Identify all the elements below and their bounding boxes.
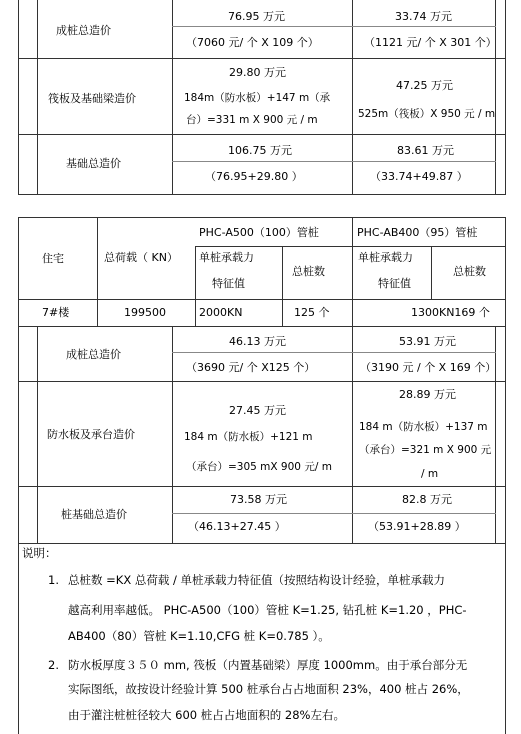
table-divider: [195, 246, 506, 247]
header-pile2: PHC-AB400（95）管桩: [357, 226, 478, 239]
header-count2: 总桩数: [453, 265, 486, 278]
header-capacity2: 单桩承载力: [358, 251, 413, 264]
header-capacity1-sub: 特征值: [212, 277, 245, 290]
note-text: 实际图纸，故按设计经验计算 500 桩承台占占地面积 23%，400 桩占 26%，: [68, 682, 469, 696]
cell-value: 76.95 万元: [228, 10, 285, 23]
cell-value: 82.8 万元: [402, 493, 452, 506]
table-divider: [172, 326, 173, 544]
table-divider: [37, 0, 38, 195]
header-pile1: PHC-A500（100）管桩: [199, 226, 319, 239]
cell-value: 83.61 万元: [397, 144, 454, 157]
cell-guide: [172, 513, 496, 514]
table-divider: [18, 381, 506, 382]
cell-value: 33.74 万元: [395, 10, 452, 23]
table-divider: [352, 326, 353, 544]
row-label-total-cost: 桩基础总造价: [61, 508, 127, 521]
notes-border: [18, 543, 19, 734]
table-divider: [495, 0, 496, 195]
row-label-pile-cost: 成桩总造价: [56, 24, 111, 37]
table-divider: [18, 58, 506, 59]
header-capacity2-sub: 特征值: [378, 277, 411, 290]
note-text: 防水板厚度３５０ mm, 筏板（内置基础梁）厚度 1000mm。由于承台部分无: [68, 658, 468, 672]
cell-capacity1: 2000KN: [199, 306, 243, 319]
header-count1: 总桩数: [292, 265, 325, 278]
table-divider: [352, 217, 353, 326]
cell-value: 28.89 万元: [399, 388, 456, 401]
table-divider: [352, 0, 353, 195]
table-divider: [37, 326, 38, 544]
cell-detail: 184 m（防水板）+137 m: [359, 421, 488, 433]
table-divider: [172, 0, 173, 195]
notes-title: 说明：: [22, 546, 57, 560]
cell-guide: [172, 26, 496, 27]
cell-detail: （承台）=321 m X 900 元: [359, 444, 492, 456]
cell-detail: （46.13+27.45 ）: [188, 520, 286, 533]
row-label-raft-cost: 筏板及基础梁造价: [48, 92, 136, 105]
cell-capacity2-count2: 1300KN169 个: [411, 306, 490, 319]
header-capacity1: 单桩承载力: [199, 251, 254, 264]
cell-value: 46.13 万元: [229, 335, 286, 348]
table-divider: [18, 299, 506, 300]
table-divider: [97, 217, 98, 326]
row-label-slab-cap-cost: 防水板及承台造价: [47, 428, 135, 441]
note-text: 由于灌注桩桩径较大 600 桩占占地面积的 28%左右。: [68, 708, 345, 722]
row-label-foundation-cost: 基础总造价: [66, 157, 121, 170]
table-divider: [18, 486, 506, 487]
cell-detail: 184m（防水板）+147 m（承: [184, 92, 331, 104]
note-text: 越高利用率越低。 PHC-A500（100）管桩 K=1.25, 钻孔桩 K=1.20 ，PHC-: [68, 603, 467, 617]
cell-value: 29.80 万元: [229, 66, 286, 79]
note-number: 2.: [48, 658, 59, 672]
row-label-pile-cost: 成桩总造价: [66, 348, 121, 361]
note-number: 1.: [48, 573, 59, 587]
table-border: [505, 0, 506, 195]
cell-value: 53.91 万元: [399, 335, 456, 348]
cell-detail: 184 m（防水板）+121 m: [184, 431, 313, 443]
cell-detail: / m: [421, 468, 439, 480]
header-building-type: 住宅: [42, 252, 64, 265]
table-border: [18, 217, 506, 218]
table-divider: [495, 326, 496, 544]
cell-guide: [172, 352, 496, 353]
cell-guide: [172, 161, 496, 162]
cell-load: 199500: [124, 306, 166, 319]
cell-detail: （53.91+28.89 ）: [368, 520, 466, 533]
cell-count1: 125 个: [294, 306, 330, 319]
table-divider: [18, 134, 506, 135]
note-text: AB400（80）管桩 K=1.10,CFG 桩 K=0.785 ）。: [68, 629, 330, 643]
cell-detail: （承台）=305 mX 900 元/ m: [186, 461, 332, 473]
header-total-load: 总荷载（ KN）: [104, 251, 178, 264]
cell-detail: （7060 元/ 个 X 109 个）: [186, 36, 319, 49]
cell-detail: （3190 元 / 个 X 169 个）: [360, 361, 497, 374]
cell-value: 27.45 万元: [229, 404, 286, 417]
note-text: 总桩数 =KX 总荷载 / 单桩承载力特征值（按照结构设计经验，单桩承载力: [68, 573, 446, 587]
cell-detail: 525m（筏板）X 950 元 / m: [358, 108, 496, 120]
table-divider: [282, 246, 283, 326]
cell-building: 7#楼: [42, 306, 70, 319]
cell-detail: （76.95+29.80 ）: [205, 170, 303, 183]
cell-detail: 台）=331 m X 900 元 / m: [186, 114, 318, 126]
cell-value: 47.25 万元: [396, 79, 453, 92]
cell-value: 73.58 万元: [230, 493, 287, 506]
table-border: [18, 0, 19, 195]
cell-detail: （1121 元/ 个 X 301 个）: [364, 36, 497, 49]
cell-detail: （3690 元/ 个 X125 个）: [186, 361, 316, 374]
cell-value: 106.75 万元: [228, 144, 292, 157]
notes-border: [505, 543, 506, 734]
table-divider: [195, 246, 196, 326]
table-border: [18, 543, 506, 544]
table-divider: [18, 326, 506, 327]
cell-detail: （33.74+49.87 ）: [370, 170, 468, 183]
table-divider: [431, 246, 432, 300]
table-divider: [18, 194, 506, 195]
